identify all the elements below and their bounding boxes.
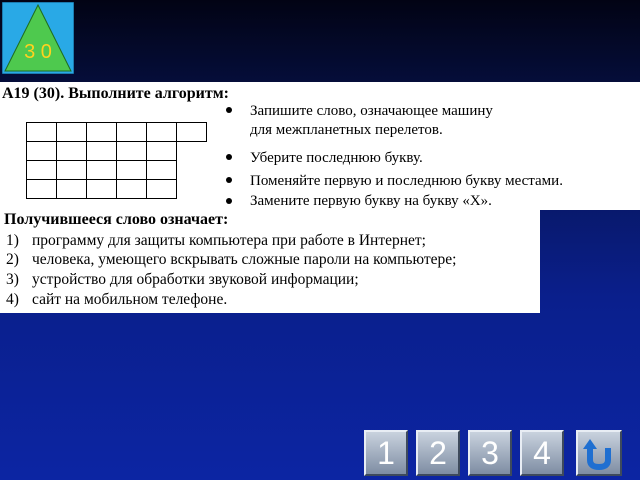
crossword-grid bbox=[26, 122, 206, 200]
return-button[interactable] bbox=[576, 430, 622, 476]
option-text: сайт на мобильном телефоне. bbox=[32, 291, 228, 308]
answer-button-1[interactable]: 1 bbox=[364, 430, 408, 476]
task-step-1-cont: для межпланетных перелетов. bbox=[250, 122, 443, 138]
option-text: человека, умеющего вскрывать сложные пароли на компьютере; bbox=[32, 251, 457, 268]
answer-option bbox=[6, 232, 426, 250]
bullet-icon bbox=[226, 177, 232, 183]
option-number: 3) bbox=[6, 271, 19, 288]
u-turn-return-icon bbox=[582, 436, 616, 470]
bullet-icon bbox=[226, 154, 232, 160]
task-step-1: Запишите слово, означающее машину bbox=[250, 103, 493, 119]
bullet-icon bbox=[226, 107, 232, 113]
badge-text: 3 0 bbox=[24, 41, 52, 63]
answer-option bbox=[6, 291, 227, 309]
option-number: 1) bbox=[6, 232, 19, 249]
answer-title: Получившееся слово означает: bbox=[4, 211, 229, 228]
option-number: 2) bbox=[6, 251, 19, 268]
answer-option bbox=[6, 271, 359, 289]
answer-button-3[interactable]: 3 bbox=[468, 430, 512, 476]
option-text: устройство для обработки звуковой информации; bbox=[32, 271, 359, 288]
answer-button-2[interactable]: 2 bbox=[416, 430, 460, 476]
slide-number-badge bbox=[2, 2, 74, 74]
bullet-icon bbox=[226, 198, 232, 204]
answer-panel bbox=[0, 210, 540, 313]
option-number: 4) bbox=[6, 291, 19, 308]
task-step-2: Уберите последнюю букву. bbox=[250, 150, 423, 166]
answer-option bbox=[6, 251, 456, 269]
task-panel bbox=[0, 82, 640, 210]
option-text: программу для защиты компьютера при работе в Интернет; bbox=[32, 232, 426, 249]
task-step-4: Замените первую букву на букву «Х». bbox=[250, 193, 492, 209]
task-title: А19 (30). Выполните алгоритм: bbox=[2, 85, 229, 102]
task-step-3: Поменяйте первую и последнюю букву местами. bbox=[250, 173, 563, 189]
answer-button-4[interactable]: 4 bbox=[520, 430, 564, 476]
